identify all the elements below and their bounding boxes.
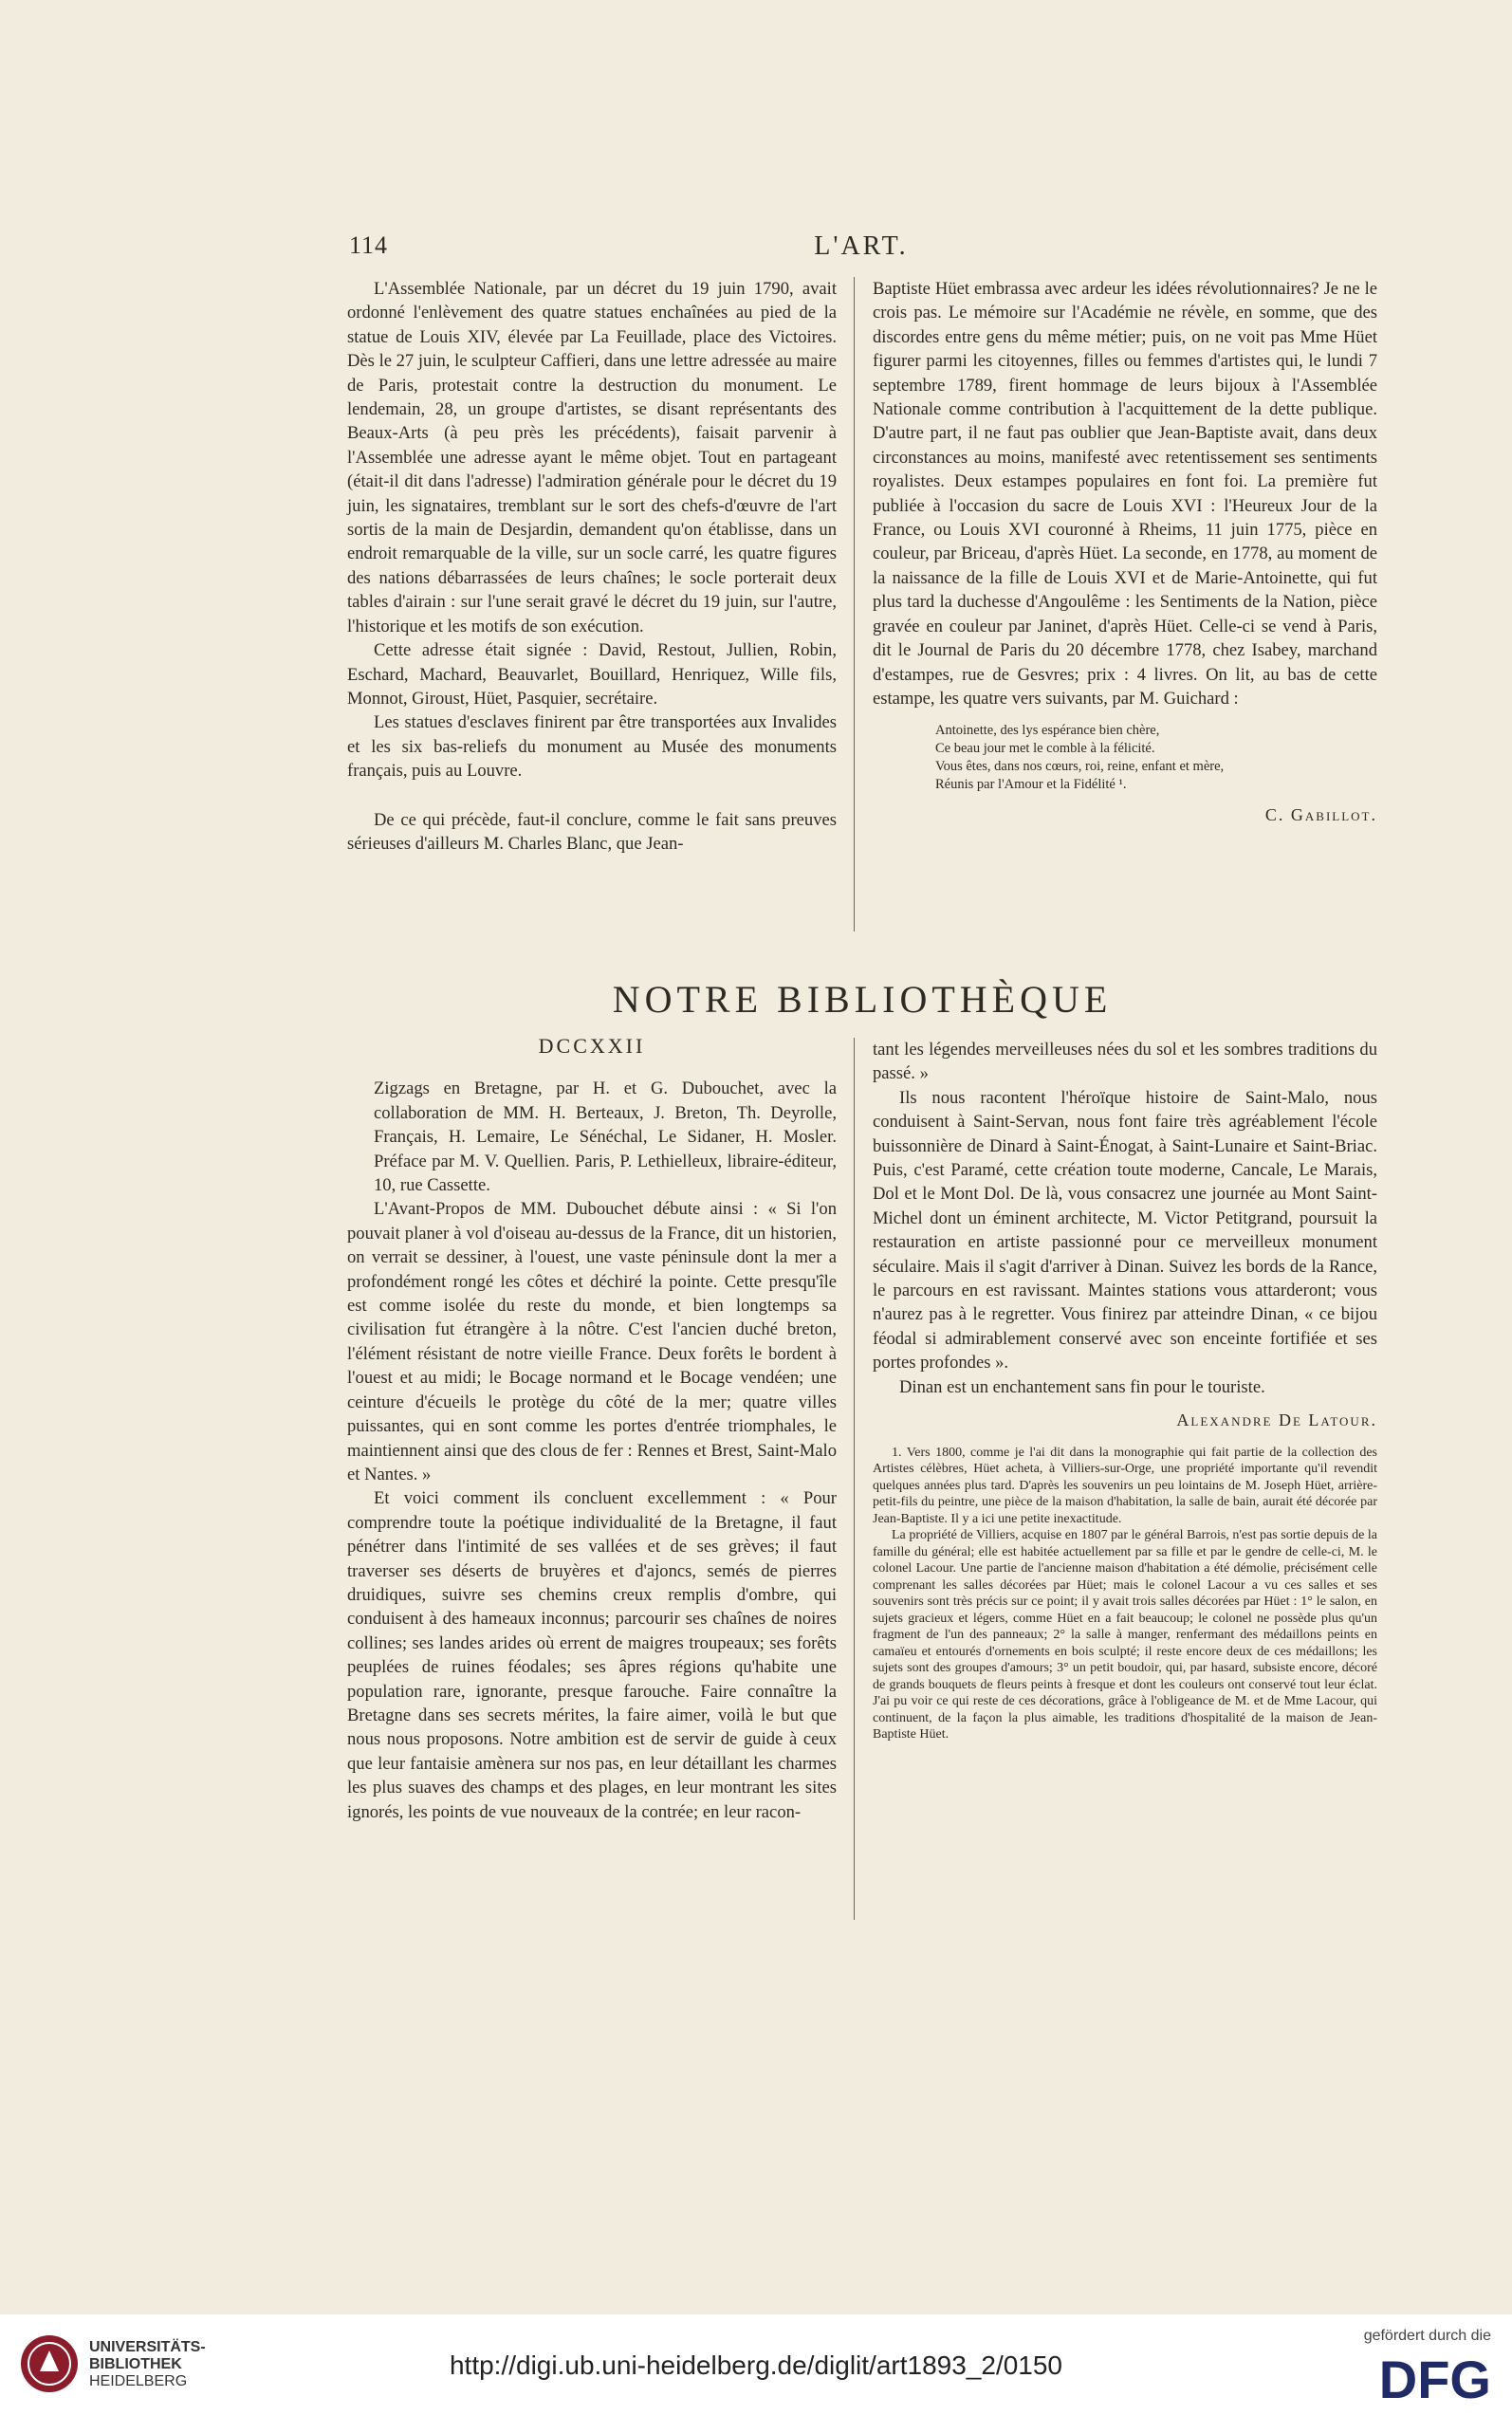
author-signature: C. Gabillot.: [1264, 805, 1377, 825]
footnote: 1. Vers 1800, comme je l'ai dit dans la monographie qui fait partie de la collection des Artistes célèbres, Hüet acheta, à Villiers-sur-Orge, une propriété importante qu'il revendit quelques années plus tard. D'après les souvenirs un peu lointains de M. Joseph Hüet, arrière-petit-fils du peintre, une pièce de la maison d'habitation, la salle de bain, aurait été décorée par Jean-Baptiste. Il y a ici une petite inexactitude.: [873, 1445, 1377, 1526]
paragraph: Dinan est un enchantement sans fin pour le touriste.: [899, 1376, 1265, 1397]
running-head: [349, 231, 1374, 269]
paragraph: Baptiste Hüet embrassa avec ardeur les idées révolutionnaires? Je ne le crois pas. Le mémoire sur l'Académie ne révèle, en somme, que des discordes entre gens du même métier; puis, on ne voit pas Mme Hüet figurer parmi les citoyennes, filles ou femmes d'artistes qui, le lundi 7 septembre 1789, firent hommage de leurs bijoux à l'Assemblée Nationale comme contribution à l'acquittement de la dette publique. D'autre part, il ne faut pas oublier que Jean-Baptiste avait, dans deux circonstances au moins, manifesté avec retentissement ses sentiments royalistes. Deux estampes populaires en font foi. La première fut publiée à l'occasion du sacre de Louis XVI : l'Heureux Jour de la France, ou Louis XVI couronné à Rheims, 11 juin 1775, pièce en couleur, par Briceau, d'après Hüet. La seconde, en 1778, au moment de la naissance de la fille de Louis XVI et de Marie-Antoinette, qui fut plus tard la duchesse d'Angoulême : les Sentiments de la Nation, pièce gravée en couleur par Janinet, d'après Hüet. Celle-ci se vend à Paris, dit le Journal de Paris du 20 décembre 1778, chez Isabey, marchand d'estampes, rue de Gesvres; prix : 4 livres. On lit, au bas de cette estampe, les quatre vers suivants, par M. Guichard :: [873, 279, 1377, 709]
paragraph: Cette adresse était signée : David, Restout, Jullien, Robin, Eschard, Machard, Beauvarlet, Bouillard, Henriquez, Wille fils, Monnot, Giroust, Hüet, Pasquier, secrétaire.: [347, 640, 837, 709]
column-divider-top: [854, 277, 855, 931]
section-title: NOTRE BIBLIOTHÈQUE: [612, 978, 1113, 1021]
article1-right-column: [873, 277, 1377, 828]
page-number: 114: [349, 231, 389, 259]
paragraph: L'Avant-Propos de MM. Dubouchet débute ainsi : « Si l'on pouvait planer à vol d'oiseau au-dessus de la France, dit un historien, on verrait se dessiner, à l'ouest, une vaste péninsule dont la mer a profondément rongé les côtes et déchiré la pointe. Cette presqu'île est comme isolée du reste du monde, et bien longtemps sa civilisation fut étrangère à la nôtre. C'est l'ancien duché breton, l'élément résistant de notre vieille France. Deux forêts le bordent à l'ouest et au midi; le Bocage normand et le Bocage vendéen; une ceinture d'écueils le protège du côté de la mer; quatre villes puissantes, qui en sont comme les portes d'entrée triomphales, le maintiennent ainsi que des clous de fer : Rennes et Brest, Saint-Malo et Nantes. »: [347, 1199, 837, 1484]
dfg-logo-icon: [1336, 2350, 1491, 2404]
viewer-footer: [0, 2314, 1512, 2415]
review-number: DCCXXII: [538, 1034, 646, 1058]
permalink[interactable]: http://digi.ub.uni-heidelberg.de/diglit/art1893_2/0150: [449, 2350, 1063, 2380]
poem-line: Antoinette, des lys espérance bien chère,: [935, 723, 1160, 739]
funded-by-label: gefördert durch die: [1363, 2328, 1491, 2344]
poem-line: Vous êtes, dans nos cœurs, roi, reine, enfant et mère,: [935, 759, 1225, 775]
author-signature: Alexandre De Latour.: [1176, 1410, 1377, 1430]
paragraph: Ils nous racontent l'héroïque histoire de Saint-Malo, nous conduisent à Saint-Servan, nous font faire très agréablement l'école buissonnière de Dinard à Saint-Énogat, à Saint-Lunaire et Saint-Briac. Puis, c'est Paramé, cette création toute moderne, Cancale, Le Marais, Dol et le Mont Dol. De là, vous consacrez une journée au Mont Saint-Michel dont un éminent architecte, M. Victor Petitgrand, poursuit la restauration en artiste passionné pour ce merveilleux monument séculaire. Mais il s'agit d'arriver à Dinan. Suivez les bords de la Rance, le parcours en est ravissant. Maintes stations vous attarderont; vous n'aurez pas à le regretter. Vous finirez par atteindre Dinan, « ce bijou féodal si admirablement conservé avec son enceinte fortifiée et ses portes profondes ».: [873, 1087, 1377, 1373]
poem-line: Ce beau jour met le comble à la félicité.: [935, 741, 1155, 757]
paragraph: De ce qui précède, faut-il conclure, comme le fait sans preuves sérieuses d'ailleurs M. Charles Blanc, que Jean-: [347, 809, 837, 854]
spacer: [347, 783, 837, 808]
paragraph: L'Assemblée Nationale, par un décret du 19 juin 1790, avait ordonné l'enlèvement des quatre statues enchaînées au pied de la statue de Louis XIV, élevée par La Feuillade, place des Victoires. Dès le 27 juin, le sculpteur Caffieri, dans une lettre adressée au maire de Paris, protestait contre la destruction du monument. Le lendemain, 28, un groupe d'artistes, se disant représentants des Beaux-Arts (à peu près les précédents), faisait parvenir à l'Assemblée une adresse ayant le même objet. Tout en partageant (était-il dit dans l'adresse) l'admiration générale pour le décret du 19 juin, les signataires, tremblant sur le sort des chefs-d'œuvre de l'art sortis de la main de Desjardin, demandent qu'on établisse, dans un endroit remarquable de la ville, sur un socle carré, les quatre figures des nations débarrassées de leurs chaînes; le socle porterait deux tables d'airain : sur l'une serait gravé le décret du 19 juin, sur l'autre, l'historique et les motifs de son exécution.: [347, 279, 837, 636]
article2-right-column: [873, 1038, 1377, 1743]
poem: [935, 722, 1377, 794]
footnote: La propriété de Villiers, acquise en 1807 par le général Barrois, n'est pas sortie depuis de la famille du général; elle est habitée actuellement par sa fille et par le gendre de celle-ci, M. le colonel Lacour. Une partie de l'ancienne maison d'habitation a été démolie, précisément celle comprenant les salles décorées par Hüet; mais le colonel Lacour a vu ces salles et ses souvenirs sont très précis sur ce point; il y avait trois salles décorées par Hüet : 1° le salon, en sujets gracieux et légers, comme Hüet en a fait beaucoup; le colonel ne possède plus qu'un fragment de l'un des panneaux; 2° la salle à manger, renfermant des médaillons peints en camaïeu et entourés d'ornements en bois sculpté; il reste encore deux de ces médaillons; les sujets sont des groupes d'amours; 3° un petit boudoir, qui, par hasard, subsiste encore, décoré de grands bouquets de fleurs peints à fresque et dont les couleurs ont conservé tout leur éclat. J'ai pu voir ce qui reste de ces décorations, grâce à l'obligeance de M. et de Mme Lacour, qui continuent, de la façon la plus aimable, les traditions d'hospitalité de la maison de Jean-Baptiste Hüet.: [873, 1528, 1377, 1742]
poem-line: Réunis par l'Amour et la Fidélité ¹.: [935, 777, 1127, 793]
article1-left-column: [347, 277, 837, 856]
column-divider-bottom: [854, 1038, 855, 1920]
dfg-logo-text: DFG: [1378, 2350, 1491, 2404]
library-name: UNIVERSITÄTS- BIBLIOTHEK HEIDELBERG: [89, 2339, 206, 2389]
article2-left-column: [347, 1034, 837, 1824]
paragraph: Les statues d'esclaves finirent par être transportées aux Invalides et les six bas-reliefs du monument au Musée des monuments français, puis au Louvre.: [347, 712, 837, 782]
footnotes: [873, 1445, 1377, 1743]
paragraph: Et voici comment ils concluent excellemment : « Pour comprendre toute la poétique individualité de la Bretagne, il faut pénétrer dans l'intimité de ses vallées et de ses grèves; il faut traverser ses déserts de bruyères et d'ajoncs, semés de pierres druidiques, suivre ses chemins creux remplis d'ombre, qui conduisent à des hameaux inconnus; parcourir ses chaînes de noires collines; ses landes arides où errent de maigres troupeaux; ses forêts peuplées de ruines féodales; ses âpres régions qu'habite une population rare, ignorante, presque farouche. Faire connaître la Bretagne dans ses secrets mérites, la faire aimer, voilà le but que nous nous proposons. Notre ambition est de servir de guide à ceux que leur fantaisie amènera sur nos pas, en leur détaillant les charmes les plus suaves des champs et des plages, en leur montrant les sites ignorés, les points de vue nouveaux de la contrée; en leur racon-: [347, 1488, 837, 1822]
paragraph: tant les légendes merveilleuses nées du sol et les sombres traditions du passé. »: [873, 1040, 1377, 1084]
journal-title: L'ART.: [814, 231, 909, 261]
bibliographic-entry: Zigzags en Bretagne, par H. et G. Dubouchet, avec la collaboration de MM. H. Berteaux, J. Breton, Th. Deyrolle, Français, H. Lemaire, Le Sénéchal, Le Sidaner, H. Mosler. Préface par M. V. Quellien. Paris, P. Lethielleux, libraire-éditeur, 10, rue Cassette.: [374, 1078, 837, 1196]
